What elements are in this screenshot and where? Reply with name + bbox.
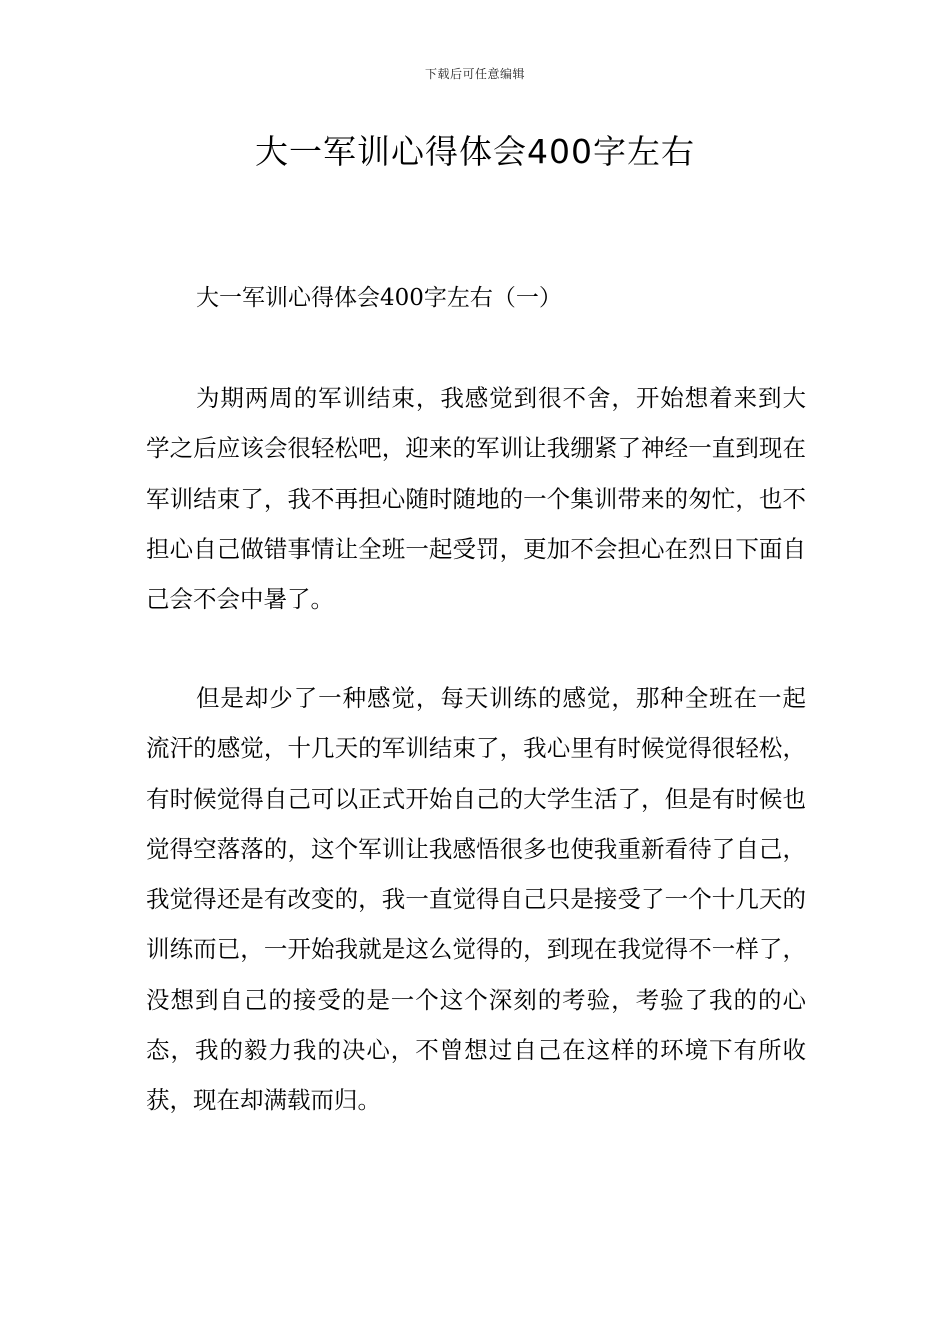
section-heading: 大一军训心得体会400字左右（一） — [196, 285, 562, 311]
body-paragraph-2: 但是却少了一种感觉，每天训练的感觉，那种全班在一起流汗的感觉，十几天的军训结束了，我心里有时候觉得很轻松，有时候觉得自己可以正式开始自己的大学生活了，但是有时候也觉得空落落的，这个军训让我感悟很多也使我重新看待了自己，我觉得还是有改变的，我一直觉得自己只是接受了一个十几天的训练而已，一开始我就是这么觉得的，到现在我觉得不一样了，没想到自己的接受的是一个这个深刻的考验，考验了我的的心态，我的毅力我的决心，不曾想过自己在这样的环境下有所收获，现在却满载而归。 — [146, 684, 806, 1115]
document-title: 大一军训心得体会400字左右 — [255, 132, 695, 171]
header-note: 下载后可任意编辑 — [424, 67, 525, 81]
body-paragraph-1: 为期两周的军训结束，我感觉到很不舍，开始想着来到大学之后应该会很轻松吧，迎来的军训让我绷紧了神经一直到现在军训结束了，我不再担心随时随地的一个集训带来的匆忙，也不担心自己做错事情让全班一起受罚，更加不会担心在烈日下面自己会不会中暑了。 — [146, 384, 806, 614]
